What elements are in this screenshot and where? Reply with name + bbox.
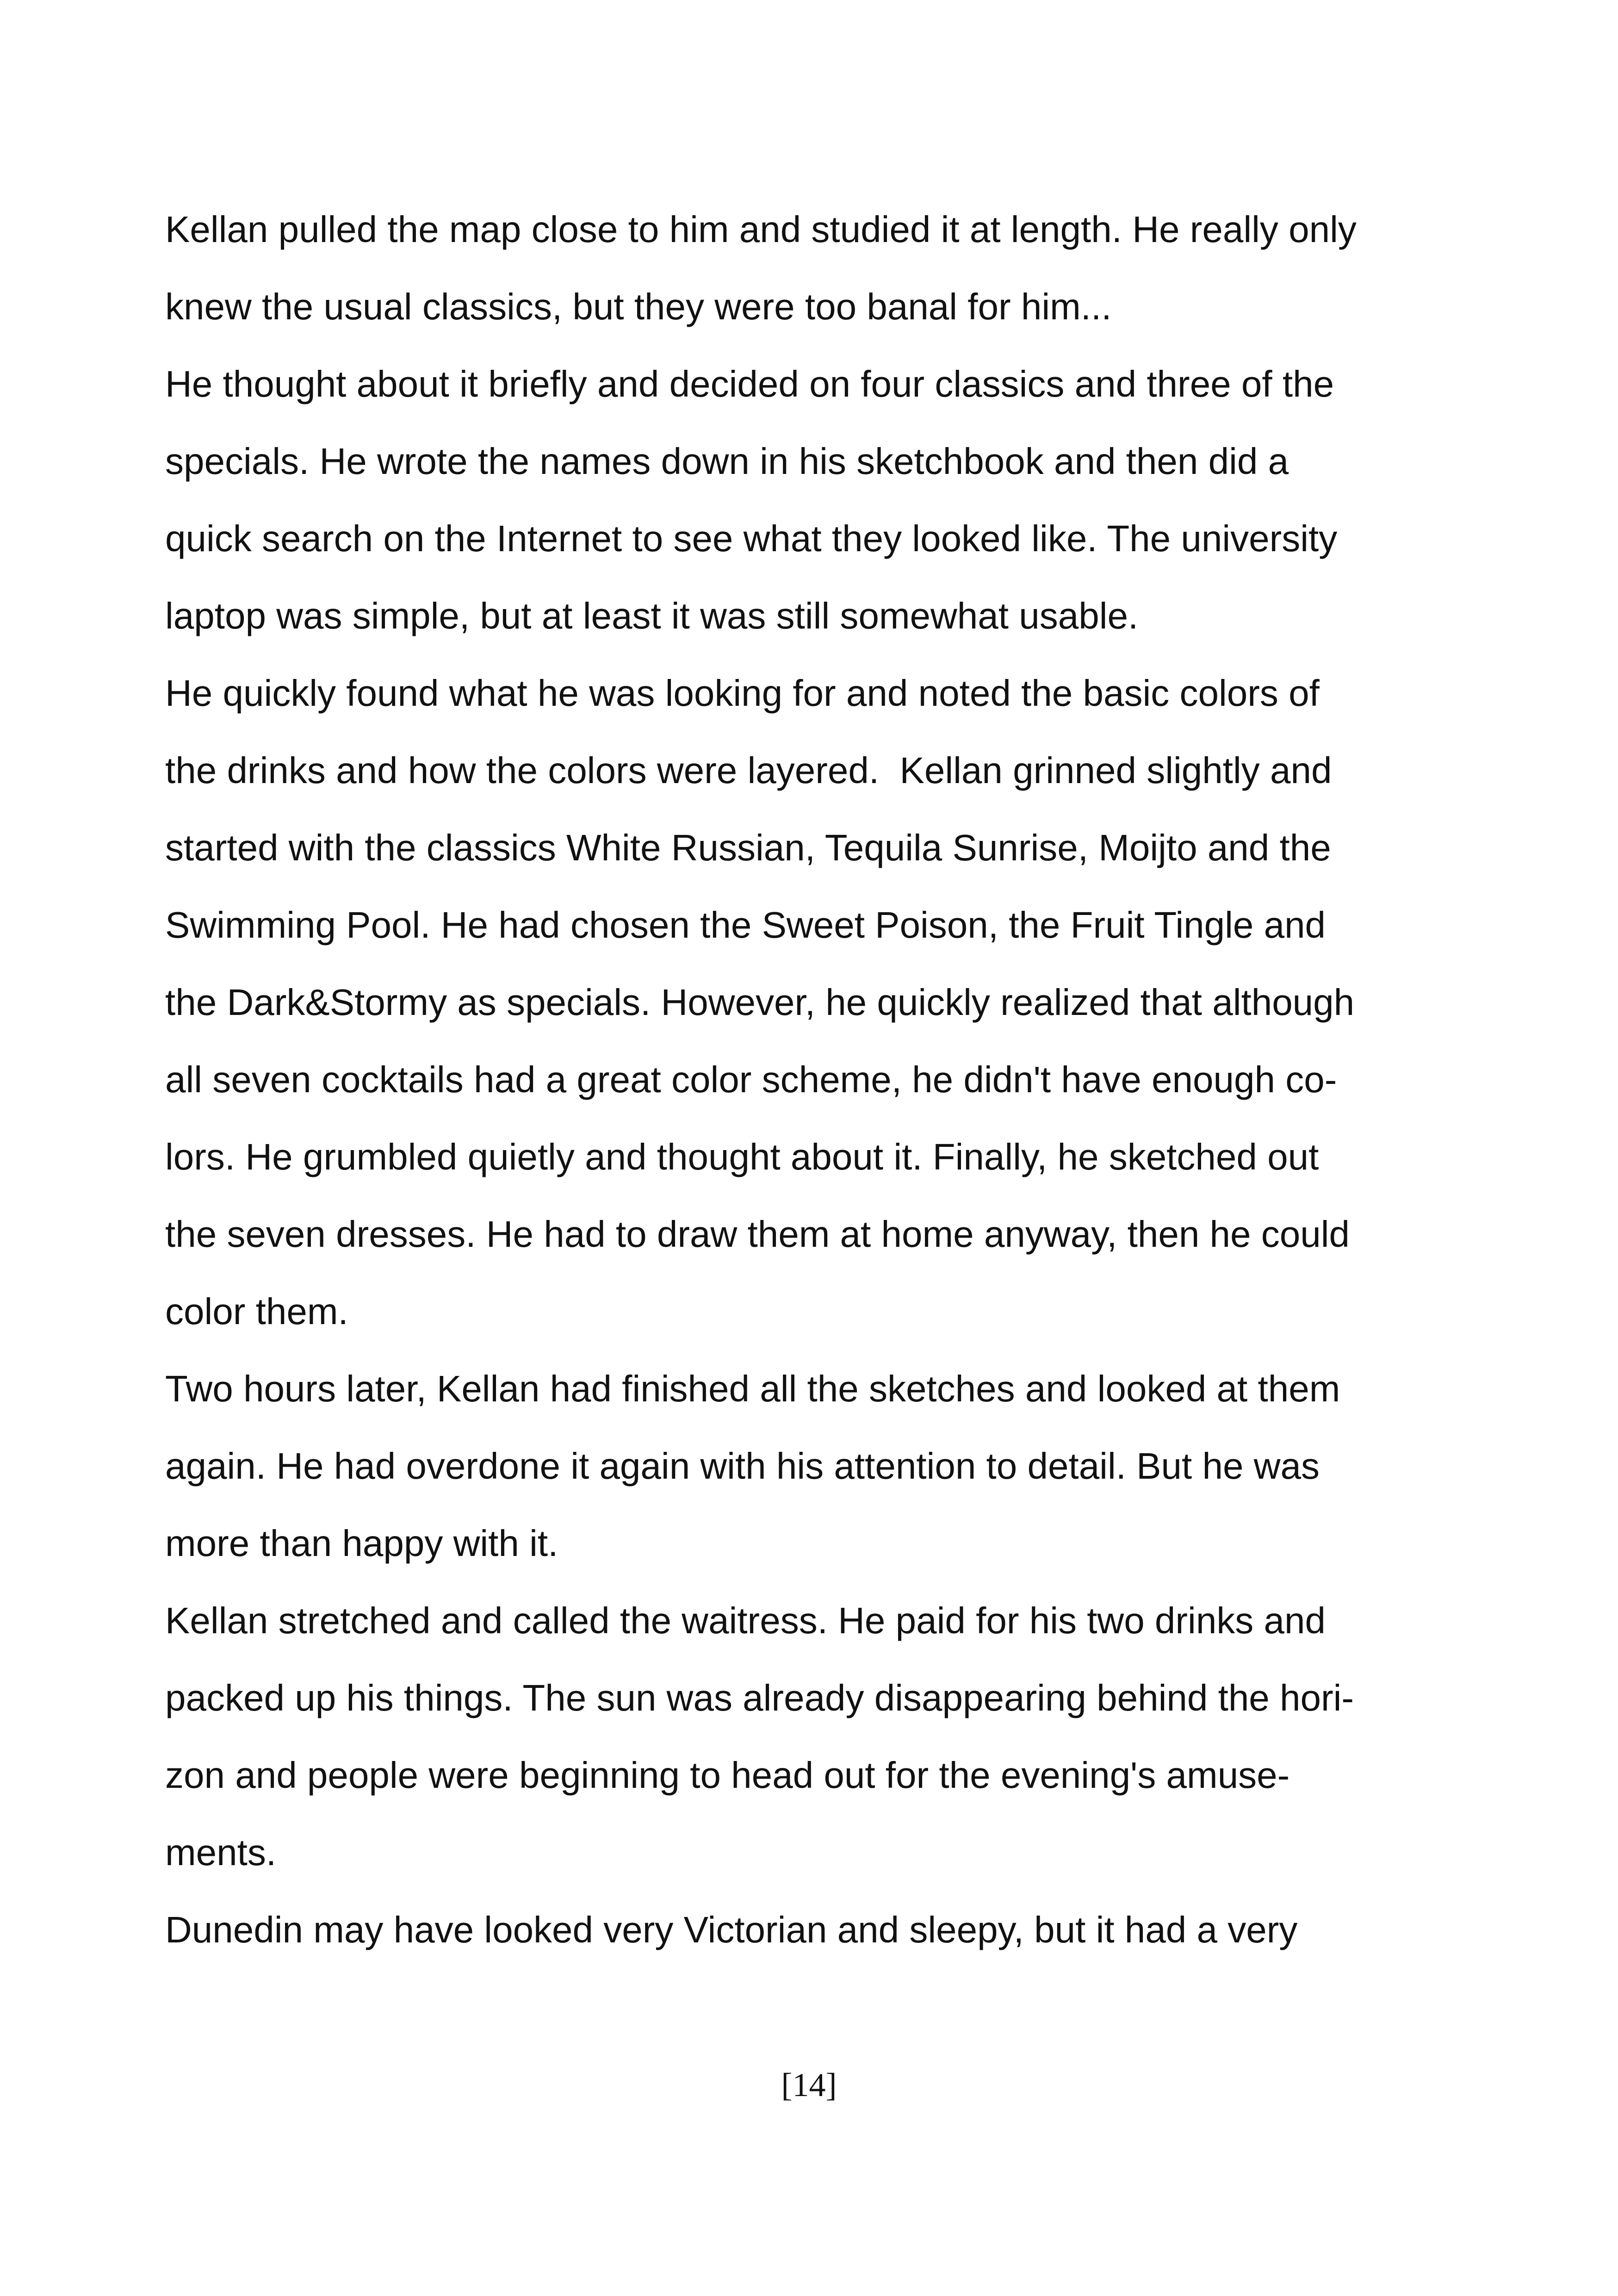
text-line: He quickly found what he was looking for and noted the basic colors of (165, 672, 1320, 714)
text-line: all seven cocktails had a great color scheme, he didn't have enough co- (165, 1059, 1337, 1100)
text-line: ments. (165, 1832, 277, 1873)
text-line: Two hours later, Kellan had finished all the sketches and looked at them (165, 1368, 1340, 1409)
text-line: packed up his things. The sun was already disappearing behind the hori- (165, 1677, 1354, 1718)
text-line: color them. (165, 1291, 348, 1332)
text-line: knew the usual classics, but they were too banal for him... (165, 286, 1112, 327)
text-line: Kellan stretched and called the waitress. He paid for his two drinks and (165, 1600, 1326, 1641)
text-line: specials. He wrote the names down in his sketchbook and then did a (165, 441, 1289, 482)
text-line: the seven dresses. He had to draw them at home anyway, then he could (165, 1213, 1350, 1255)
text-line: again. He had overdone it again with his attention to detail. But he was (165, 1445, 1320, 1487)
text-line: Swimming Pool. He had chosen the Sweet Poison, the Fruit Tingle and (165, 904, 1326, 946)
body-text (165, 191, 1461, 1968)
text-line: zon and people were beginning to head out for the evening's amuse- (165, 1755, 1290, 1796)
text-line: laptop was simple, but at least it was still somewhat usable. (165, 595, 1139, 636)
text-line: quick search on the Internet to see what they looked like. The university (165, 518, 1338, 559)
text-line: more than happy with it. (165, 1523, 558, 1564)
text-line: started with the classics White Russian, Tequila Sunrise, Moijto and the (165, 827, 1331, 868)
text-line: Dunedin may have looked very Victorian and sleepy, but it had a very (165, 1909, 1298, 1950)
text-line: the Dark&Stormy as specials. However, he quickly realized that although (165, 982, 1355, 1023)
text-line: Kellan pulled the map close to him and studied it at length. He really only (165, 209, 1357, 250)
page-number: [14] (781, 2066, 837, 2103)
text-line: lors. He grumbled quietly and thought about it. Finally, he sketched out (165, 1136, 1319, 1177)
text-line: He thought about it briefly and decided on four classics and three of the (165, 363, 1334, 404)
text-line: the drinks and how the colors were layered. Kellan grinned slightly and (165, 750, 1332, 791)
